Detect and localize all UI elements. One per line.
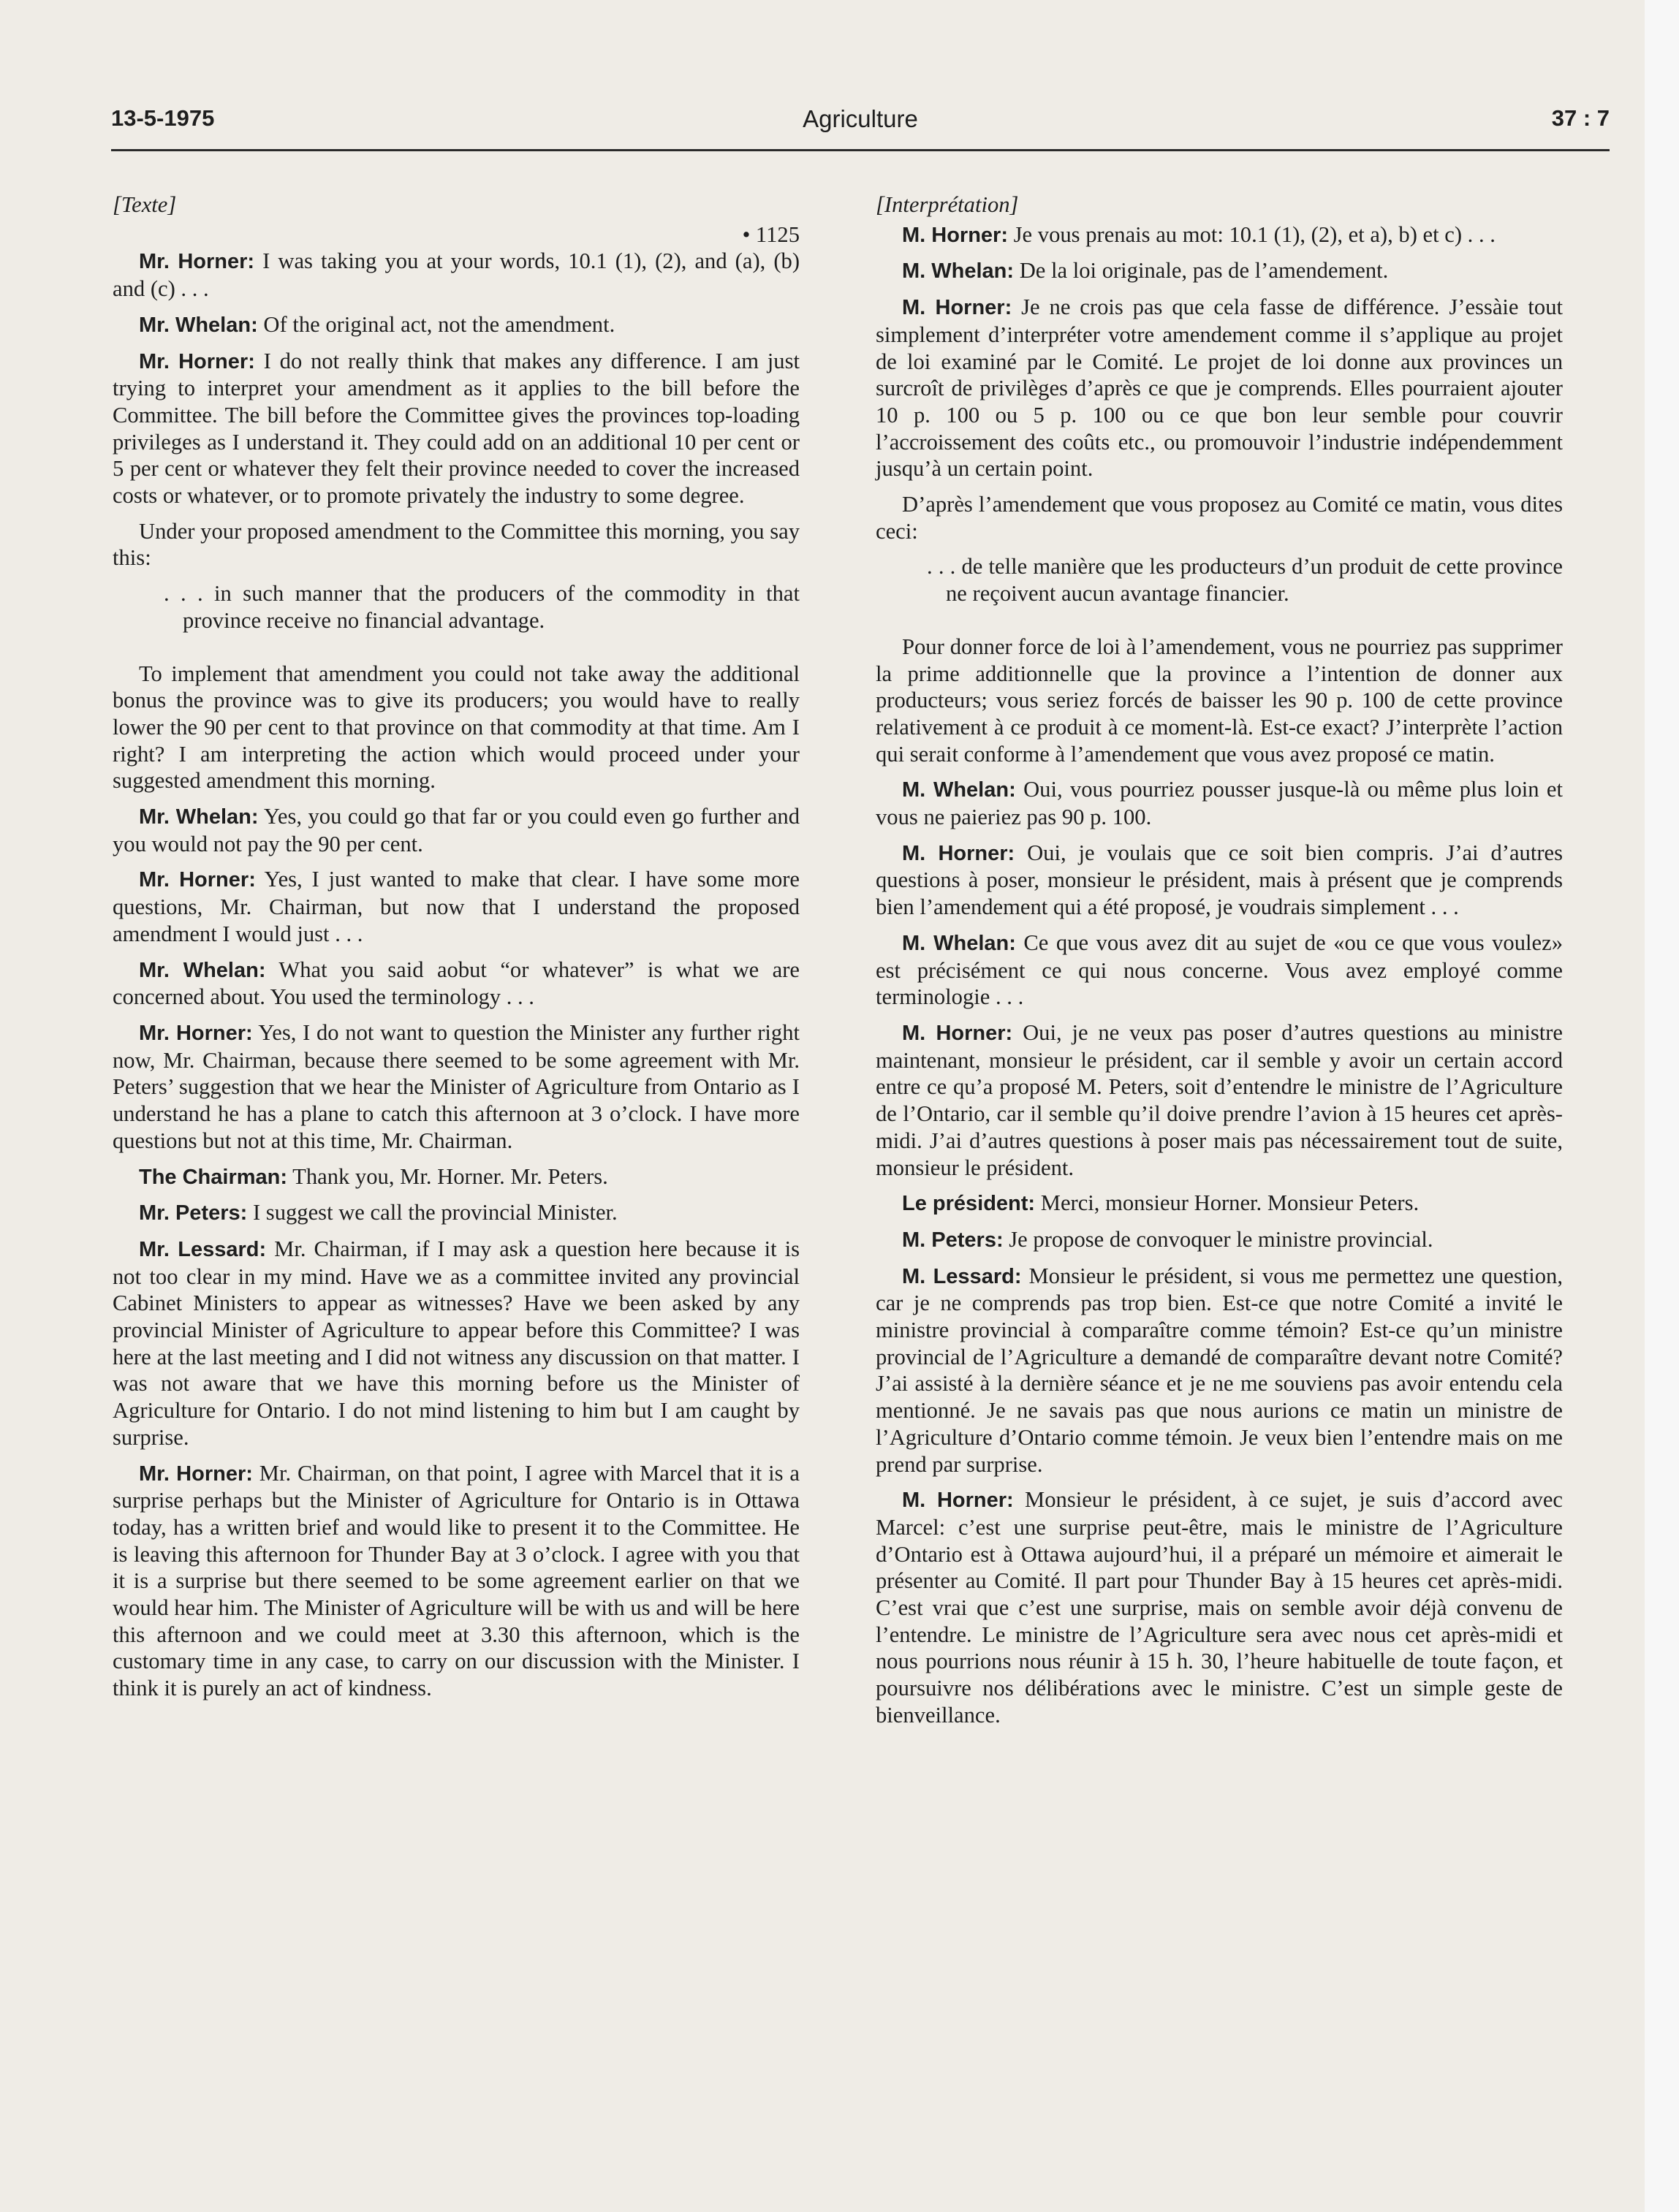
speech-text: Yes, you could go that far or you could even go further and you would not pay the 90 per cent. — [113, 804, 800, 856]
speech-paragraph — [113, 803, 800, 857]
speech-paragraph — [113, 1019, 800, 1155]
time-marker: • 1125 — [742, 221, 800, 247]
header-page-number: 37 : 7 — [1551, 105, 1610, 131]
speech-paragraph — [876, 1226, 1563, 1254]
speech-text: Je propose de convoquer le ministre provincial. — [1003, 1226, 1433, 1252]
speaker-name: Mr. Horner: — [139, 868, 256, 892]
header-title: Agriculture — [803, 105, 918, 132]
speech-paragraph — [113, 866, 800, 947]
speech-paragraph — [113, 1199, 800, 1227]
speech-text: Ce que vous avez dit au sujet de «ou ce que vous voulez» est précisément ce qui nous concerne. Vous avez employé comme terminologie . . . — [876, 930, 1563, 1010]
speech-text: I was taking you at your words, 10.1 (1), (2), and (a), (b) and (c) . . . — [113, 248, 800, 302]
speech-paragraph — [876, 840, 1563, 921]
speaker-name: Mr. Whelan: — [139, 313, 258, 337]
speech-text: Oui, je ne veux pas poser d’autres questions au ministre maintenant, monsieur le président, car il semble y avoir un certain accord entre ce qu’a proposé M. Peters, soit d’entendre le ministre de l’Agriculture de l’Ontario, car il semble qu’il doive prendre l’avion à 15 heures cet après-midi. J’ai d’autres questions à poser mais pas nécessairement tout de suite, monsieur le président. — [876, 1019, 1564, 1180]
speech-paragraph — [113, 518, 800, 571]
speaker-name: Mr. Whelan: — [139, 958, 266, 982]
speech-text: Je ne crois pas que cela fasse de différence. J’essàie tout simplement d’interpréter votre amendement comme il s’applique au projet de loi examiné par le Comité. Le projet de loi donne aux provinces un surcroît de privilèges d’après ce que je comprends. Elles pourraient ajouter 10 p. 100 ou 5 p. 100 ou ce que bon leur semble pour couvrir l’accroissement des coûts etc., ou promouvoir l’industrie indépendemment jusqu’à un certain point. — [876, 294, 1563, 482]
speech-paragraph — [876, 221, 1563, 249]
french-column — [876, 191, 1563, 1738]
speaker-name: M. Whelan: — [902, 931, 1016, 955]
speaker-name: M. Lessard: — [902, 1264, 1022, 1288]
column-tag: [Texte] — [113, 192, 177, 217]
speech-paragraph — [876, 257, 1563, 285]
speech-paragraph — [876, 1190, 1563, 1217]
speech-text: Mr. Chairman, on that point, I agree with Marcel that it is a surprise perhaps but the Minister of Agriculture for Ontario is in Ottawa today, has a written brief and would like to present it to the Committee. He is leaving this afternoon for Thunder Bay at 3 o’clock. I agree with you that it is a surprise but there seemed to be some agreement earlier on that we would hear him. The Minister of Agriculture will be with us and will be here this afternoon and we could meet at 3.30 this afternoon, which is the customary time in any case, to carry on our discussion with the Minister. I think it is purely an act of kindness. — [113, 1460, 800, 1701]
speech-text: Merci, monsieur Horner. Monsieur Peters. — [1035, 1190, 1420, 1216]
speech-text: Monsieur le président, à ce sujet, je suis d’accord avec Marcel: c’est une surprise peut-être, mais le ministre de l’Agriculture d’Ontario est à Ottawa aujourd’hui, il a préparé un mémoire et aimerait le présenter au Comité. Il part pour Thunder Bay à 15 heures cet après-midi. C’est vrai que c’est une surprise, mais on semble avoir déjà convenu de l’entendre. Le ministre de l’Agriculture sera avec nous cet après-midi et nous pourrions nous réunir à 15 h. 30, l’heure habituelle de toute façon, et poursuivre nos délibérations avec le ministre. C’est un simple geste de bienveillance. — [876, 1487, 1564, 1728]
speech-text: Of the original act, not the amendment. — [257, 311, 615, 337]
speech-text: Monsieur le président, si vous me permettez une question, car je ne comprends pas trop bien. Est-ce que notre Comité a invité le ministre provincial à comparaître comme témoin? Est-ce qu’un ministre provincial de l’Agriculture a demandé de comparaître devant notre Comité? J’ai assisté à la dernière séance et je ne me souviens pas avoir entendu cela mentionné. Je ne savais pas que nous aurions ce matin un ministre de l’Agriculture d’Ontario comme témoin. Je veux bien l’entendre mais on me prend par surprise. — [876, 1263, 1563, 1477]
speech-paragraph — [113, 348, 800, 509]
speech-text: Je vous prenais au mot: 10.1 (1), (2), et a), b) et c) . . . — [1008, 221, 1496, 247]
speaker-name: M. Horner: — [902, 841, 1015, 865]
speech-text: De la loi originale, pas de l’amendement. — [1014, 258, 1389, 284]
speech-paragraph — [876, 491, 1563, 544]
speech-text: Mr. Chairman, if I may ask a question here because it is not too clear in my mind. Have we as a committee invited any provincial Cabinet Ministers to appear as witnesses? Have we been asked by any provincial Minister of Agriculture to appear before this Committee? I was here at the last meeting and I did not witness any discussion on that matter. I was not aware that we have this morning before us the Minister of Agriculture for Ontario. I do not mind listening to him but I am caught by surprise. — [113, 1236, 800, 1450]
speech-text: Thank you, Mr. Horner. Mr. Peters. — [287, 1163, 608, 1189]
speaker-name: Mr. Horner: — [139, 1462, 253, 1486]
speech-paragraph — [876, 776, 1563, 830]
speech-paragraph — [876, 1486, 1563, 1728]
speaker-name: Mr. Horner: — [139, 1021, 253, 1045]
scan-margin — [1645, 0, 1679, 2212]
speech-text: Yes, I just wanted to make that clear. I have some more questions, Mr. Chairman, but now that I understand the proposed amendment I would just . . . — [113, 867, 800, 946]
speaker-name: M. Horner: — [902, 296, 1012, 320]
speaker-name: M. Whelan: — [902, 259, 1015, 284]
speech-text: To implement that amendment you could not take away the additional bonus the province was to give its producers; you would have to really lower the 90 per cent to that province on that commodity at that time. Am I right? I am interpreting the action which would proceed under your suggested amendment this morning. — [113, 661, 800, 794]
speech-paragraph — [113, 661, 800, 795]
speech-paragraph — [876, 1019, 1563, 1181]
speech-paragraph — [876, 294, 1563, 482]
speaker-name: Mr. Horner: — [139, 250, 255, 274]
speech-text: I do not really think that makes any difference. I am just trying to interpret your amendment as it applies to the bill before the Committee. The bill before the Committee gives the provinces top-loading privileges as I understand it. They could add on an additional 10 per cent or 5 per cent or whatever they felt their province needed to cover the increased costs or whatever, or to promote privately the industry to some degree. — [113, 348, 800, 509]
speech-text: Yes, I do not want to question the Minister any further right now, Mr. Chairman, because there seemed to be some agreement with Mr. Peters’ suggestion that we hear the Minister of Agriculture from Ontario as I understand he has a plane to catch this afternoon at 3 o’clock. I have more questions but not at this time, Mr. Chairman. — [113, 1019, 800, 1153]
speaker-name: M. Horner: — [902, 223, 1008, 247]
speech-text: D’après l’amendement que vous proposez au Comité ce matin, vous dites ceci: — [876, 492, 1563, 544]
speech-paragraph — [113, 311, 800, 339]
speech-paragraph — [876, 634, 1563, 768]
english-column — [113, 191, 800, 1711]
speech-paragraph — [876, 930, 1563, 1011]
speaker-name: M. Horner: — [902, 1021, 1013, 1045]
speech-paragraph — [113, 1163, 800, 1191]
speaker-name: M. Whelan: — [902, 778, 1016, 802]
speech-text: Oui, je voulais que ce soit bien compris. J’ai d’autres questions à poser, monsieur le président, mais à présent que je comprends bien l’amendement qui a été proposé, je voudrais simplement . . . — [876, 840, 1563, 920]
column-tag: [Interprétation] — [876, 192, 1019, 217]
quoted-amendment: . . . in such manner that the producers of the commodity in that province receive no financial advantage. — [164, 581, 800, 633]
header-date: 13-5-1975 — [111, 105, 215, 131]
speaker-name: The Chairman: — [139, 1165, 288, 1189]
speech-text: Under your proposed amendment to the Committee this morning, you say this: — [113, 518, 800, 571]
speech-paragraph — [113, 1236, 800, 1451]
speech-paragraph — [113, 957, 800, 1011]
speech-paragraph — [876, 1263, 1563, 1478]
speech-text: Oui, vous pourriez pousser jusque-là ou même plus loin et vous ne paieriez pas 90 p. 100. — [876, 777, 1563, 830]
speaker-name: Le président: — [902, 1192, 1036, 1216]
speech-paragraph — [113, 1460, 800, 1702]
speaker-name: M. Peters: — [902, 1228, 1004, 1252]
speaker-name: Mr. Whelan: — [139, 805, 259, 829]
speech-text: I suggest we call the provincial Minister. — [247, 1200, 618, 1225]
quoted-amendment: . . . de telle manière que les producteurs d’un produit de cette province ne reçoivent aucun avantage financier. — [927, 554, 1563, 607]
speech-text: Pour donner force de loi à l’amendement, vous ne pourriez pas supprimer la prime additionnelle que la province a l’intention de donner aux producteurs; vous seriez forcés de baisser les 90 p. 100 de cette province relativement à ce produit à ce moment-là. Est-ce exact? J’interprète l’action qui serait conforme à l’amendement que vous avez proposé ce matin. — [876, 634, 1563, 767]
speaker-name: Mr. Lessard: — [139, 1237, 267, 1261]
speech-paragraph — [113, 248, 800, 302]
speaker-name: M. Horner: — [902, 1489, 1014, 1513]
page-header — [111, 105, 1610, 151]
speaker-name: Mr. Horner: — [139, 349, 255, 373]
speaker-name: Mr. Peters: — [139, 1201, 248, 1225]
speech-text: What you said aobut “or whatever” is what we are concerned about. You used the terminology . . . — [113, 957, 800, 1010]
